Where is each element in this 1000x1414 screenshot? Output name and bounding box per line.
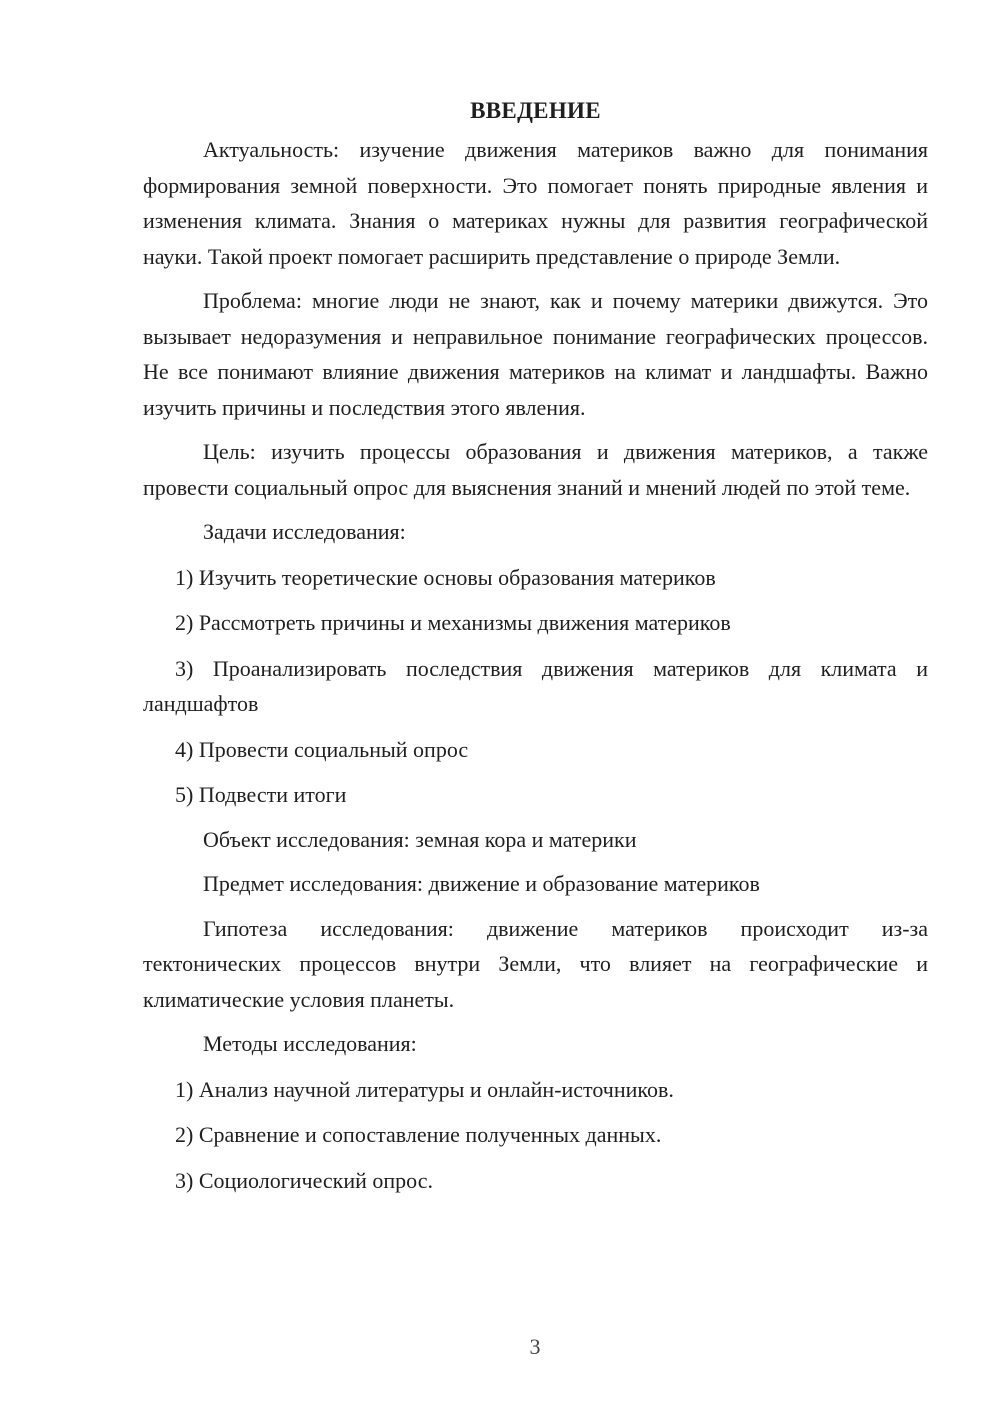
subject-paragraph: Предмет исследования: движение и образование материков <box>203 871 760 896</box>
task-item-1: 1) Изучить теоретические основы образования материков <box>175 564 716 590</box>
task-item-4: 4) Провести социальный опрос <box>175 736 469 762</box>
goal-paragraph: Цель: изучить процессы образования и движения материков, а также провести социальный опрос для выяснения знаний и мнений людей по этой теме. <box>143 439 928 500</box>
method-item-2: 2) Сравнение и сопоставление полученных данных. <box>175 1122 662 1147</box>
task-item-2: 2) Рассмотреть причины и механизмы движения материков <box>175 610 731 635</box>
method-item-1: 1) Анализ научной литературы и онлайн-источников. <box>175 1076 674 1102</box>
section-heading: ВВЕДЕНИЕ <box>470 98 601 123</box>
object-paragraph: Объект исследования: земная кора и материки <box>203 826 637 852</box>
problem-paragraph: Проблема: многие люди не знают, как и почему материки движутся. Это вызывает недоразумения и неправильное понимание географических процессов. Не все понимают влияние движения материков на климат и ландшафты. Важно изучить причины и последствия этого явления. <box>143 288 928 420</box>
hypothesis-paragraph: Гипотеза исследования: движение материков происходит из-за тектонических процессов внутри Земли, что влияет на географические и климатические условия планеты. <box>143 915 928 1012</box>
tasks-title: Задачи исследования: <box>203 519 406 544</box>
task-item-5: 5) Подвести итоги <box>175 782 347 807</box>
method-item-3: 3) Социологический опрос. <box>175 1167 433 1193</box>
page-number: 3 <box>529 1334 541 1359</box>
task-item-3: 3) Проанализировать последствия движения материков для климата и ландшафтов <box>143 655 928 716</box>
methods-title: Методы исследования: <box>203 1031 417 1056</box>
relevance-paragraph: Актуальность: изучение движения материков важно для понимания формирования земной поверхности. Это помогает понять природные явления и изменения климата. Знания о материках нужны для развития географической науки. Такой проект помогает расширить представление о природе Земли. <box>143 137 928 269</box>
document-page <box>143 96 928 1198</box>
